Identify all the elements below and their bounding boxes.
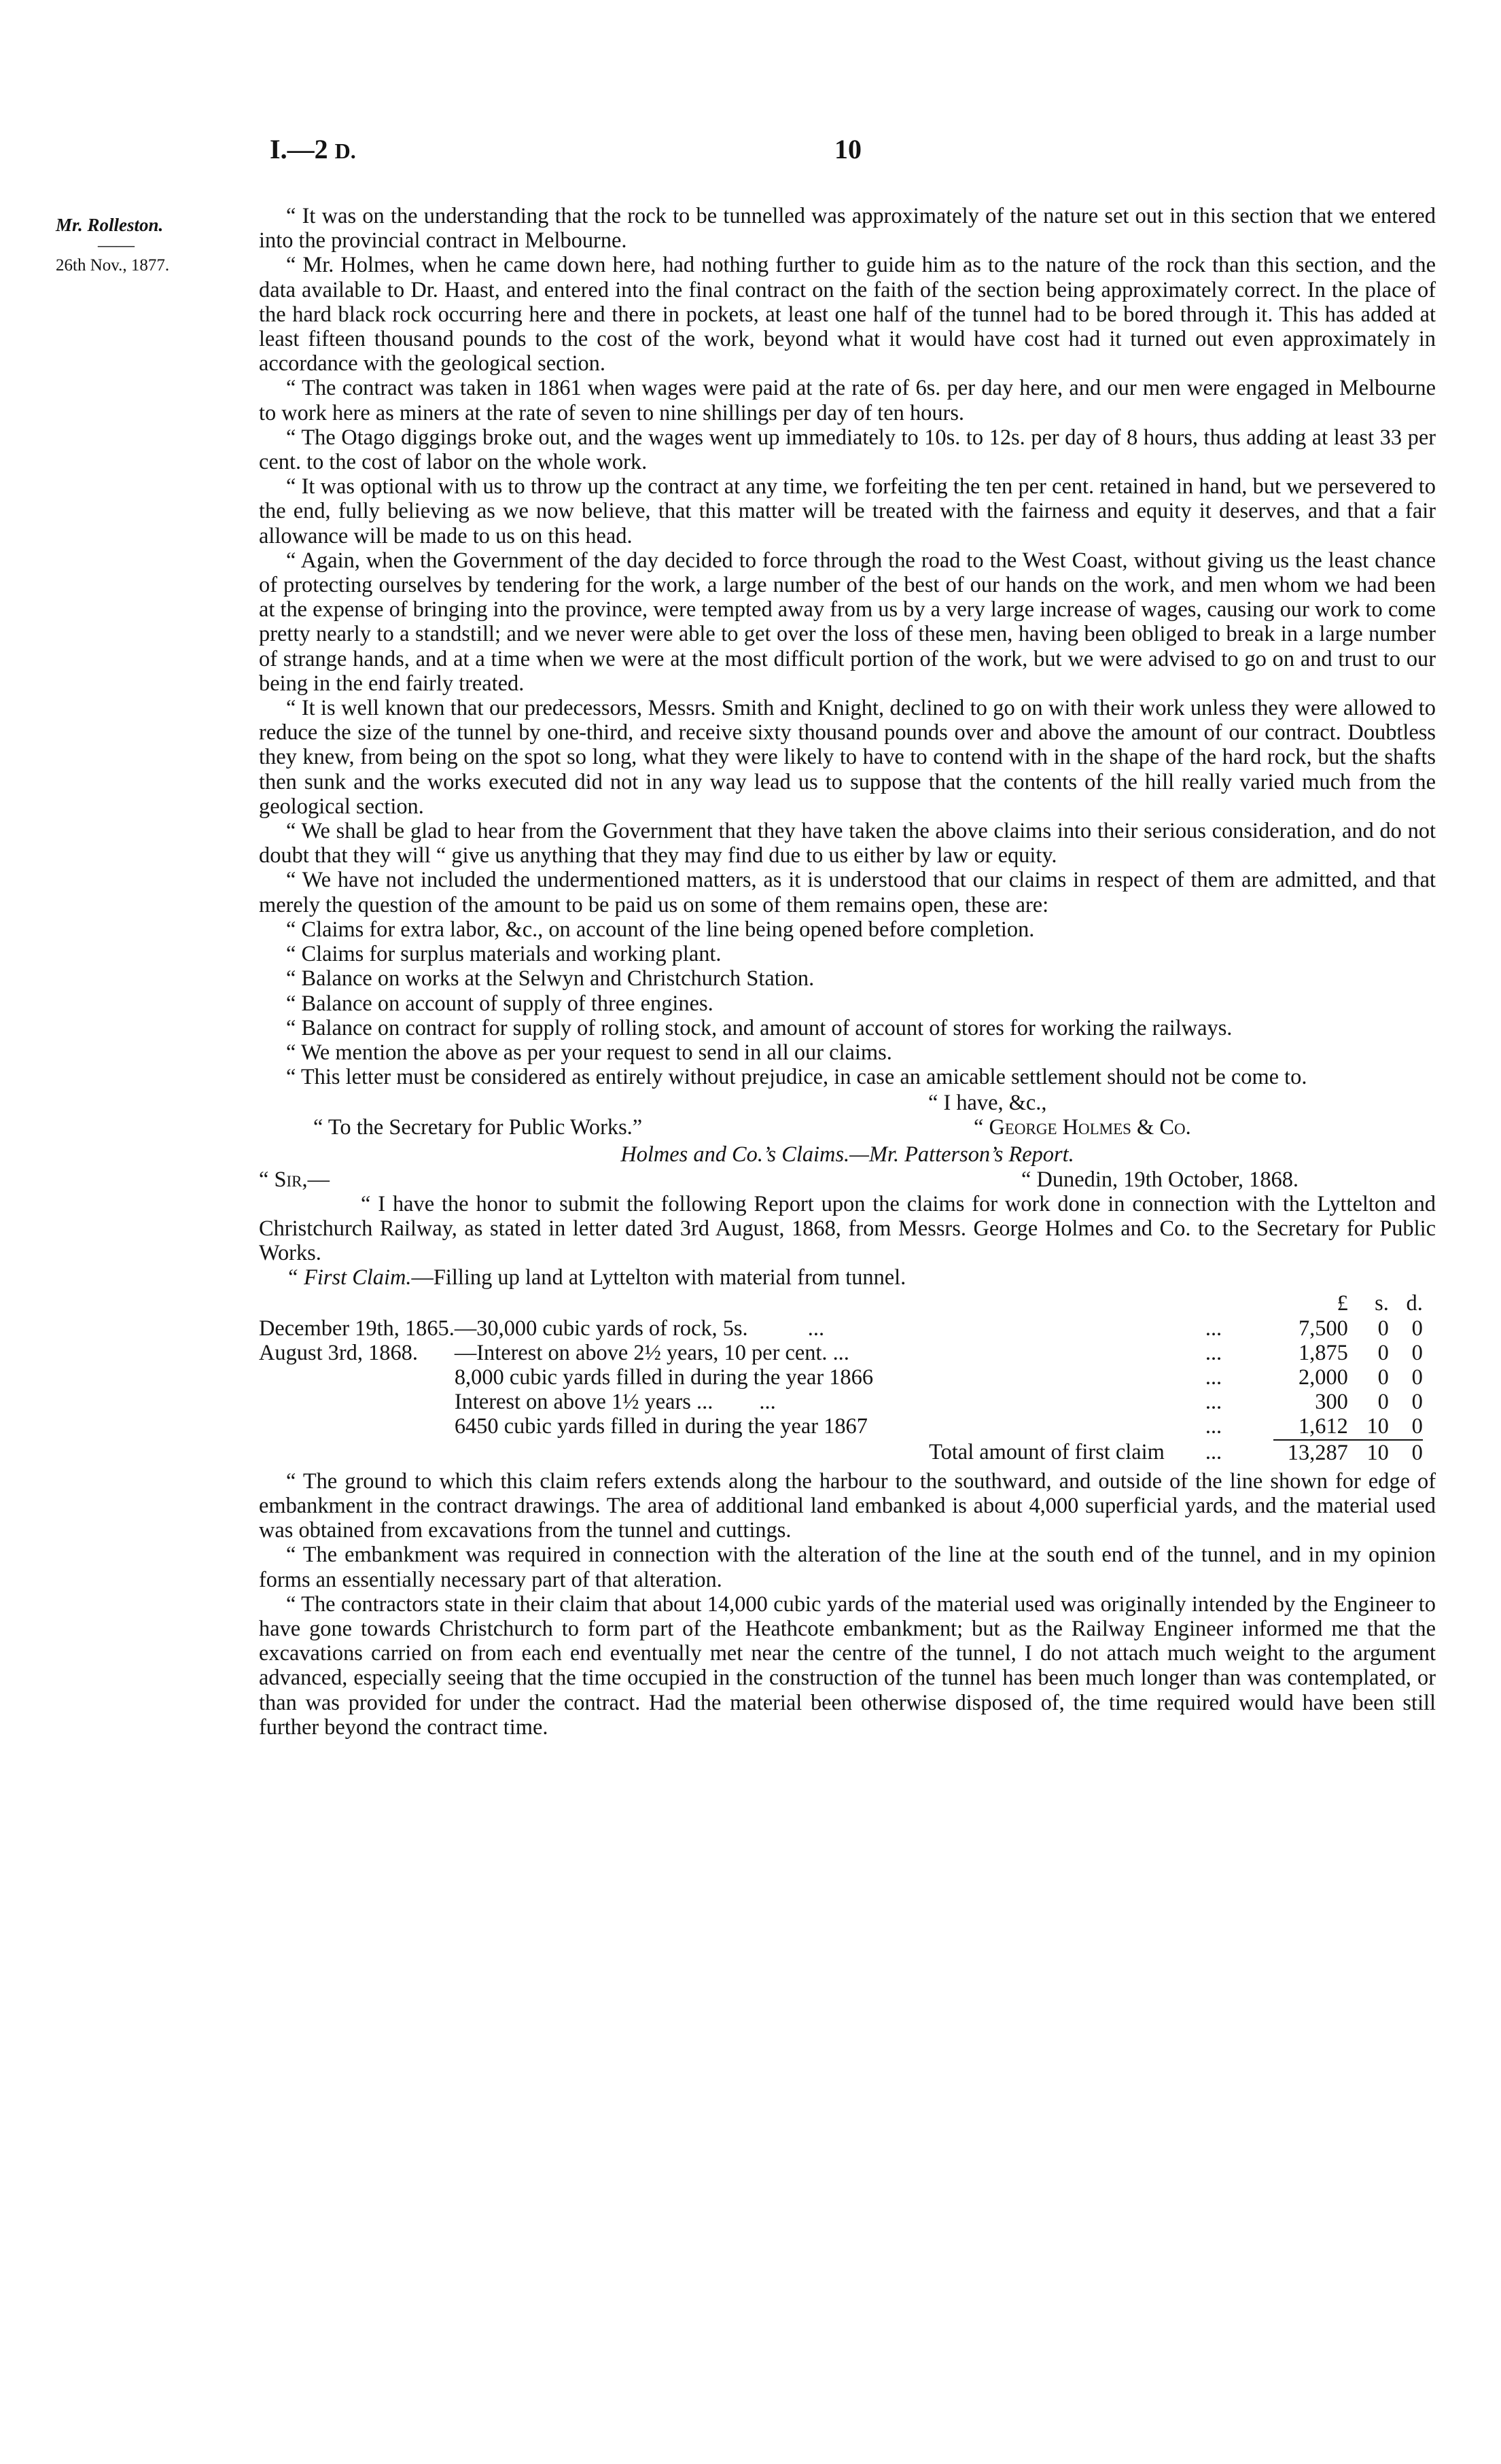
account-row bbox=[259, 1341, 1423, 1365]
account-pence: 0 bbox=[1411, 1365, 1423, 1390]
signoff-addressee: “ To the Secretary for Public Works.” bbox=[313, 1115, 643, 1140]
letter-paragraph: “ Mr. Holmes, when he came down here, had nothing further to guide him as to the nature of the rock than this section, and the data available to Dr. Haast, and entered into the final contract on the faith of the section being approximately correct. In the place of the hard black rock occurring here and there in pockets, at least one half of the tunnel had to be bored through it. This has added at least fifteen thousand pounds to the cost of the work, beyond what it would have cost had it turned out even approximately in accordance with the geological section. bbox=[259, 253, 1436, 376]
letter-paragraph: “ It is well known that our predecessors, Messrs. Smith and Knight, declined to go on with their work unless they were allowed to reduce the size of the tunnel by one-third, and receive sixty thousand pounds over and above the amount of our contract. Doubtless they knew, from being on the spot so long, what they were likely to have to contend with in the shape of the hard rock, but the shafts then sunk and the works executed did not in any way lead us to suppose that the contents of the hill really varied much from the geological section. bbox=[259, 696, 1436, 819]
account-description: 6450 cubic yards filled in during the year 1867 bbox=[454, 1414, 868, 1439]
pence-header: d. bbox=[1406, 1291, 1423, 1316]
account-leader: ... bbox=[759, 1390, 776, 1415]
account-table bbox=[259, 1291, 1423, 1464]
account-dots: ... bbox=[1205, 1340, 1222, 1365]
reference-letter: D. bbox=[334, 139, 356, 163]
closing-paragraph: “ We mention the above as per your request to send in all our claims. bbox=[286, 1040, 892, 1065]
shillings-header: s. bbox=[1375, 1291, 1389, 1316]
account-date: August 3rd, 1868. bbox=[259, 1340, 418, 1365]
first-claim-label: “ First Claim. bbox=[286, 1265, 412, 1290]
claims-list-item: “ Balance on works at the Selwyn and Christchurch Station. bbox=[286, 966, 815, 991]
account-description: —Interest on above 2½ years, 10 per cent. ... bbox=[454, 1340, 849, 1365]
page-header bbox=[0, 133, 1501, 174]
account-total-dots: ... bbox=[1205, 1439, 1222, 1464]
account-row bbox=[259, 1316, 1423, 1341]
account-pounds: 2,000 bbox=[1298, 1365, 1348, 1390]
account-dots: ... bbox=[1205, 1390, 1222, 1415]
account-shillings: 0 bbox=[1377, 1365, 1389, 1390]
account-total-pence: 0 bbox=[1389, 1440, 1423, 1465]
report-title: Holmes and Co.’s Claims.—Mr. Patterson’s Report. bbox=[620, 1142, 1074, 1167]
account-pence: 0 bbox=[1411, 1340, 1423, 1365]
account-pence: 0 bbox=[1411, 1414, 1423, 1439]
report-salutation: “ Sir,— bbox=[259, 1167, 330, 1192]
claims-list-item: “ Claims for surplus materials and working plant. bbox=[286, 942, 722, 967]
report-salutation-row bbox=[259, 1167, 1436, 1192]
account-description: —30,000 cubic yards of rock, 5s. bbox=[454, 1316, 748, 1341]
account-row bbox=[259, 1414, 1423, 1439]
margin-dash: —— bbox=[98, 234, 135, 255]
margin-note bbox=[56, 212, 246, 279]
account-total-pounds: 13,287 bbox=[1273, 1440, 1348, 1465]
account-pounds: 7,500 bbox=[1298, 1316, 1348, 1341]
first-claim-text: —Filling up land at Lyttelton with material from tunnel. bbox=[411, 1265, 906, 1290]
body-text bbox=[259, 204, 1436, 1740]
letter-paragraph: “ We have not included the undermentioned matters, as it is understood that our claims in respect of them are admitted, and that merely the question of the amount to be paid us on some of them remains open, these are: bbox=[259, 868, 1436, 917]
account-pence: 0 bbox=[1411, 1316, 1423, 1341]
claims-list-item: “ Balance on account of supply of three engines. bbox=[286, 991, 713, 1016]
account-pounds: 1,875 bbox=[1298, 1340, 1348, 1365]
margin-speaker: Mr. Rolleston. bbox=[56, 215, 164, 235]
account-pence: 0 bbox=[1411, 1390, 1423, 1415]
letter-paragraph: “ The Otago diggings broke out, and the wages went up immediately to 10s. to 12s. per day of 8 hours, thus adding at least 33 per cent. to the cost of labor on the whole work. bbox=[259, 425, 1436, 475]
report-paragraph: “ The embankment was required in connection with the alteration of the line at the south end of the tunnel, and in my opinion forms an essentially necessary part of that alteration. bbox=[259, 1543, 1436, 1592]
account-total-row bbox=[259, 1440, 1423, 1465]
signoff-signature: “ George Holmes & Co. bbox=[974, 1115, 1191, 1140]
letter-paragraph: “ Again, when the Government of the day decided to force through the road to the West Coast, without giving us the least chance of protecting ourselves by tendering for the work, a large number of the best of our hands on the work, and men whom we had been at the expense of bringing into the province, were tempted away from us by a very large increase of wages, causing our work to come pretty nearly to a standstill; and we never were able to get over the loss of these men, having been obliged to break in a large number of strange hands, and at a time when we were at the most difficult portion of the work, but we were advised to go on and trust to our being in the end fairly treated. bbox=[259, 548, 1436, 696]
account-pounds: 1,612 bbox=[1298, 1414, 1348, 1439]
report-dateline: “ Dunedin, 19th October, 1868. bbox=[1021, 1167, 1299, 1192]
account-shillings: 10 bbox=[1366, 1414, 1389, 1439]
account-leader: ... bbox=[807, 1316, 825, 1341]
first-claim-heading bbox=[259, 1265, 1436, 1290]
account-description: Interest on above 1½ years ... bbox=[454, 1390, 713, 1415]
pounds-header: £ bbox=[1337, 1291, 1348, 1316]
claims-list-item: “ Claims for extra labor, &c., on account of the line being opened before completion. bbox=[286, 917, 1035, 942]
account-shillings: 0 bbox=[1377, 1390, 1389, 1415]
report-intro: “ I have the honor to submit the following Report upon the claims for work done in connection with the Lyttelton and Christchurch Railway, as stated in letter dated 3rd August, 1868, from Messrs. George Holmes and Co. to the Secretary for Public Works. bbox=[259, 1191, 1436, 1265]
reference-numeral: I.—2 bbox=[270, 134, 328, 164]
account-pounds: 300 bbox=[1315, 1390, 1348, 1415]
account-row bbox=[259, 1365, 1423, 1390]
signoff-i-have: “ I have, &c., bbox=[928, 1091, 1047, 1116]
report-paragraph: “ The ground to which this claim refers extends along the harbour to the southward, and outside of the line shown for edge of embankment in the contract drawings. The area of additional land embanked is about 4,000 superficial yards, and the material used was obtained from excavations from the tunnel and cuttings. bbox=[259, 1468, 1436, 1543]
account-row bbox=[259, 1390, 1423, 1414]
letter-paragraph: “ The contract was taken in 1861 when wages were paid at the rate of 6s. per day here, and our men were engaged in Melbourne to work here as miners at the rate of seven to nine shillings per day of ten hours. bbox=[259, 376, 1436, 425]
account-date: December 19th, 1865. bbox=[259, 1316, 455, 1341]
letter-paragraph: “ It was optional with us to throw up the contract at any time, we forfeiting the ten per cent. retained in hand, but we persevered to the end, fully believing as we now believe, that this matter will be treated with the fairness and equity it deserves, and that a fair allowance will be made to us on this head. bbox=[259, 474, 1436, 548]
account-dots: ... bbox=[1205, 1316, 1222, 1341]
account-dots: ... bbox=[1205, 1414, 1222, 1439]
account-total-shillings: 10 bbox=[1348, 1440, 1389, 1465]
signoff-block bbox=[259, 1089, 1436, 1140]
margin-date: 26th Nov., 1877. bbox=[56, 256, 170, 275]
letter-paragraph: “ We shall be glad to hear from the Government that they have taken the above claims into their serious consideration, and do not doubt that they will “ give us anything that they may find due to us either by law or equity. bbox=[259, 819, 1436, 868]
claims-list-item: “ Balance on contract for supply of rolling stock, and amount of account of stores for working the railways. bbox=[286, 1015, 1233, 1040]
account-description: 8,000 cubic yards filled in during the year 1866 bbox=[454, 1365, 874, 1390]
report-paragraph: “ The contractors state in their claim that about 14,000 cubic yards of the material used was originally intended by the Engineer to have gone towards Christchurch to form part of the Heathcote embankment; but as the Railway Engineer informed me that the excavations carried on from each end eventually met near the centre of the tunnel, I do not attach much weight to the argument advanced, especially seeing that the time occupied in the construction of the tunnel has been much longer than was contemplated, or than was provided for under the contract. Had the material been otherwise disposed of, the time required would have been still further beyond the contract time. bbox=[259, 1591, 1436, 1740]
account-total-label: Total amount of first claim bbox=[929, 1439, 1165, 1464]
page-number: 10 bbox=[834, 134, 862, 164]
letter-paragraph: “ It was on the understanding that the rock to be tunnelled was approximately of the nature set out in this section that we entered into the provincial contract in Melbourne. bbox=[259, 204, 1436, 253]
document-reference bbox=[270, 133, 356, 165]
account-shillings: 0 bbox=[1377, 1316, 1389, 1341]
closing-paragraph: “ This letter must be considered as entirely without prejudice, in case an amicable settlement should not be come to. bbox=[286, 1065, 1307, 1090]
account-dots: ... bbox=[1205, 1365, 1222, 1390]
account-header-row bbox=[259, 1291, 1423, 1316]
account-shillings: 0 bbox=[1377, 1340, 1389, 1365]
